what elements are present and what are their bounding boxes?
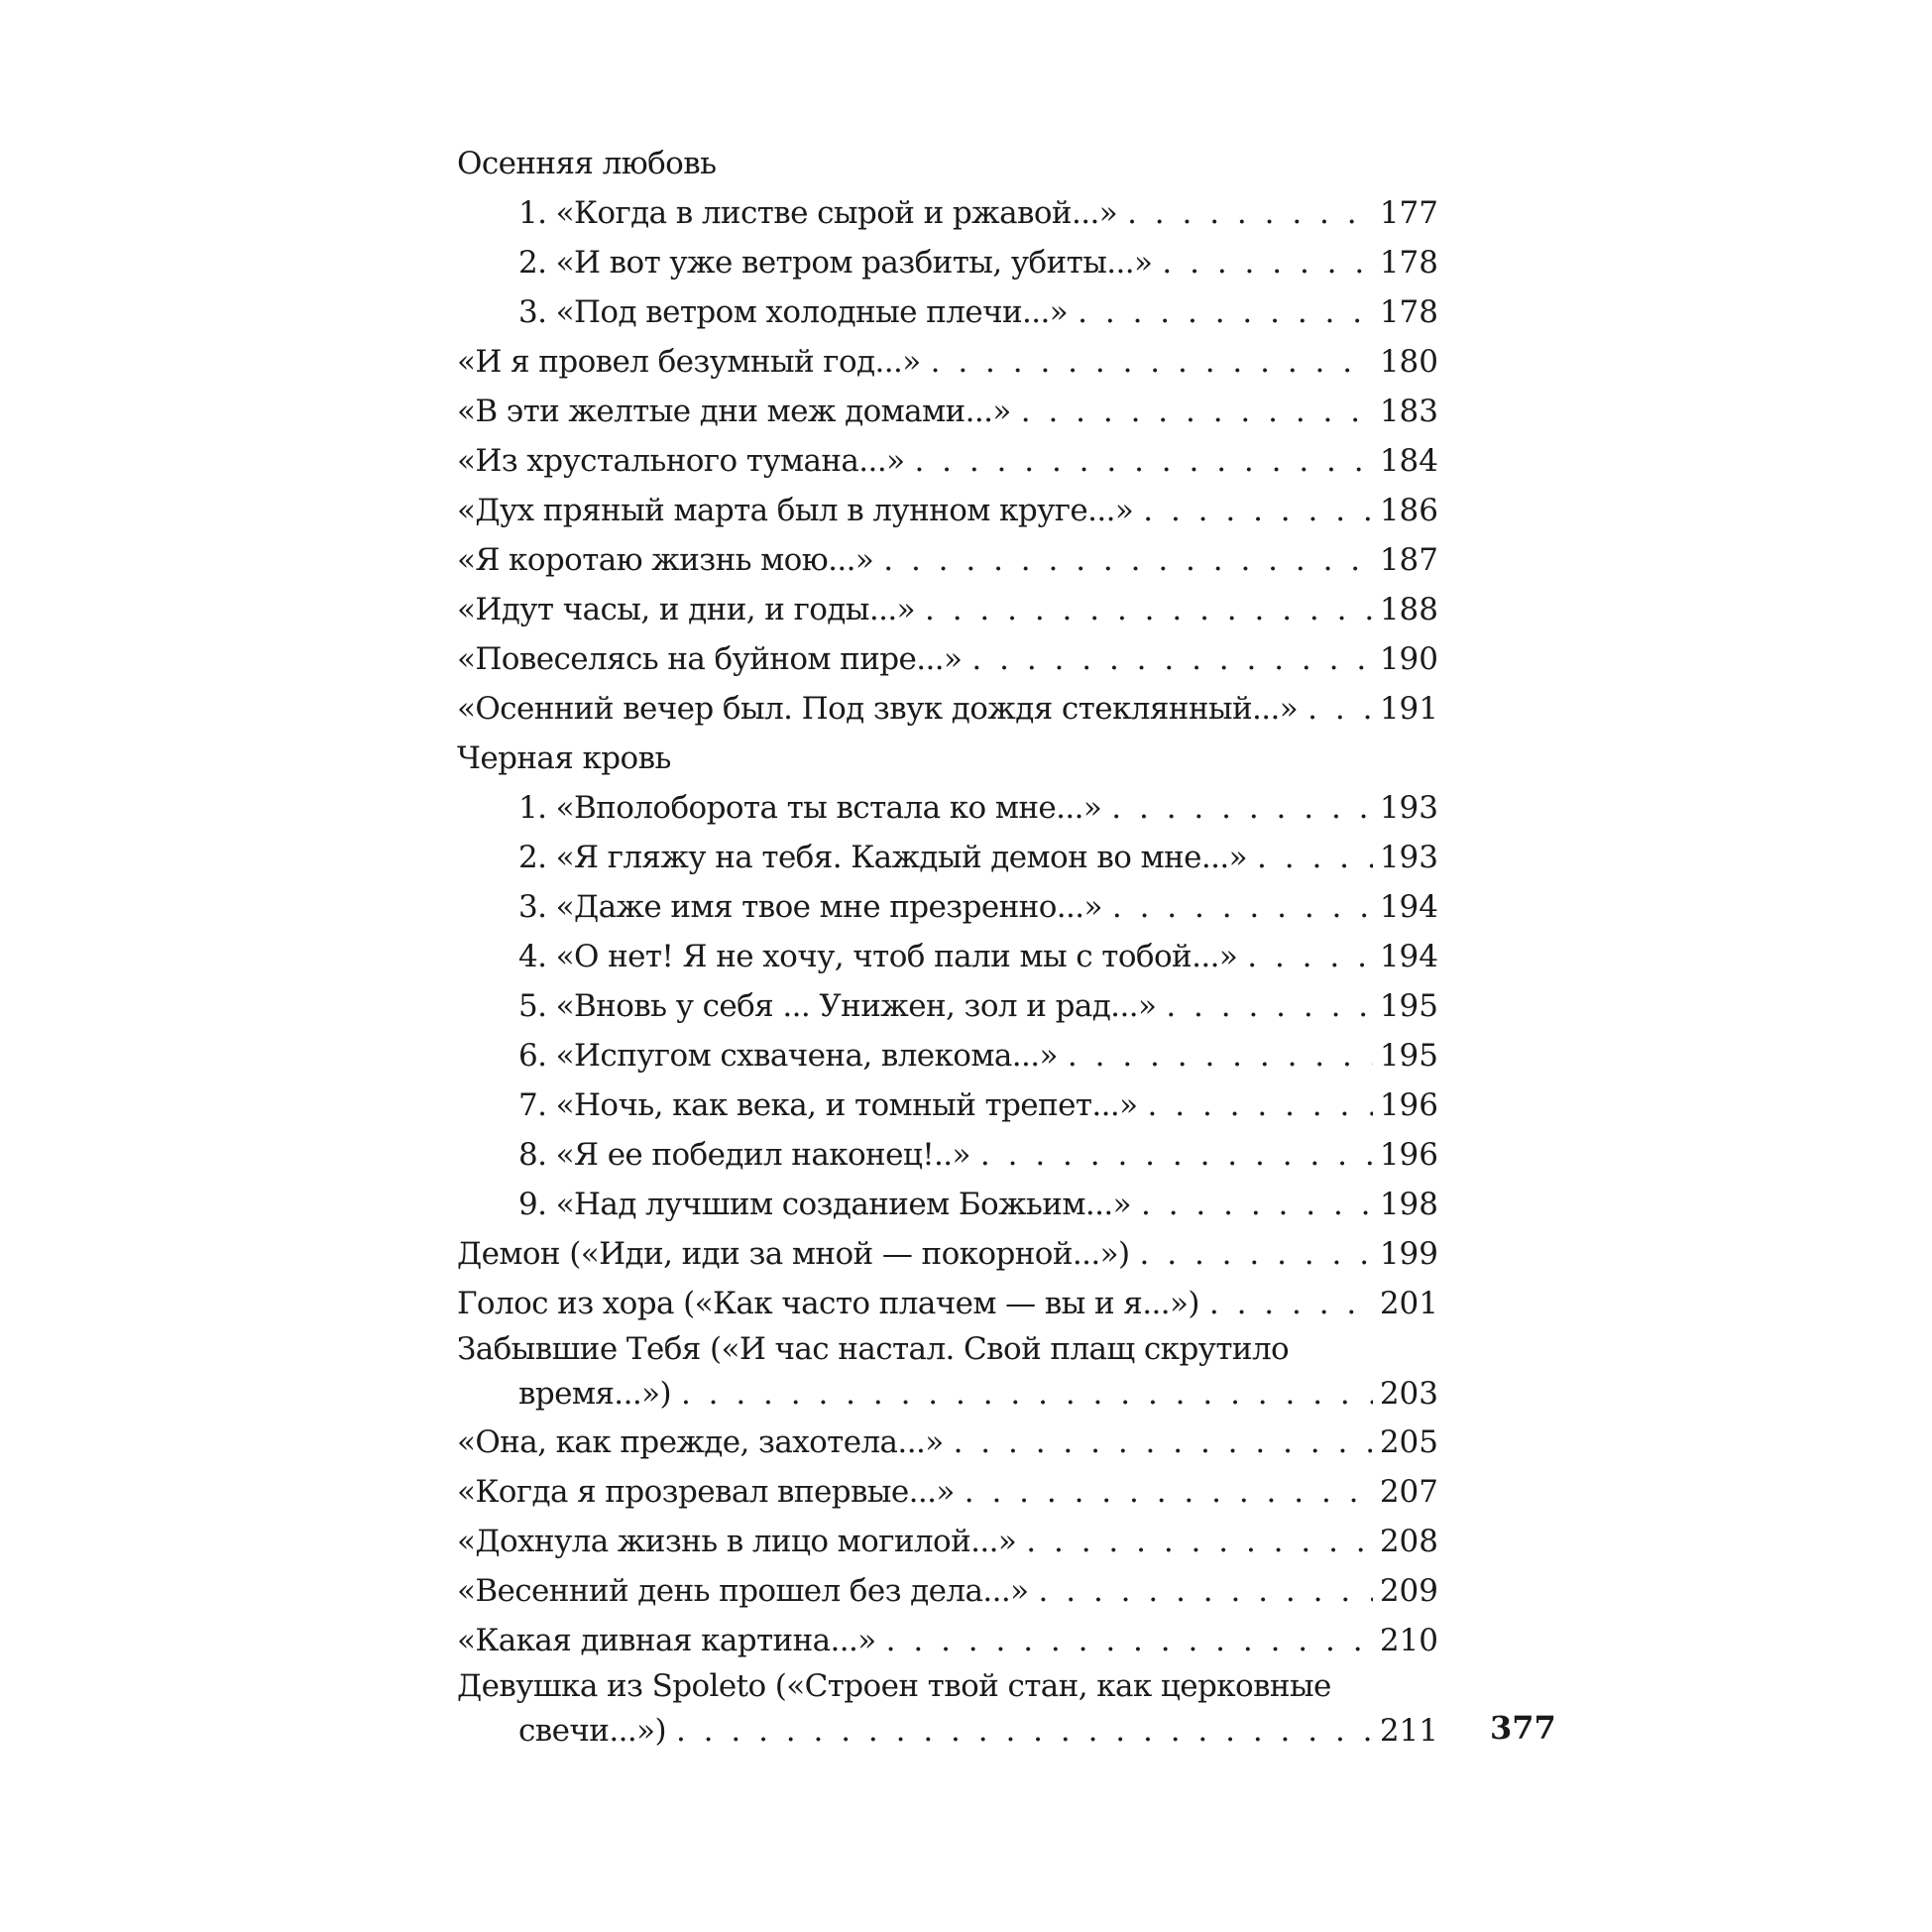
toc-entry — [457, 1130, 1438, 1180]
toc-entry — [457, 238, 1438, 287]
dot-leader — [1162, 238, 1373, 287]
toc-entry-page: 178 — [1379, 245, 1438, 281]
toc-section-heading — [457, 734, 1438, 783]
dot-leader — [914, 436, 1373, 486]
toc-entry-title: Демон («Иди, иди за мной — покорной...») — [457, 1236, 1130, 1272]
toc-entry-page: 177 — [1379, 195, 1438, 231]
toc-entry-title: 1. «Когда в листве сырой и ржавой...» — [518, 195, 1118, 231]
dot-leader — [886, 1616, 1373, 1665]
toc-entry-title: «Какая дивная картина...» — [457, 1623, 876, 1658]
toc-entry-title: «Из хрустального тумана...» — [457, 443, 905, 479]
dot-leader — [1257, 833, 1373, 882]
toc-entry-title: 2. «И вот уже ветром разбиты, убиты...» — [518, 245, 1153, 281]
dot-leader — [925, 585, 1373, 634]
dot-leader — [1078, 287, 1373, 337]
toc-entry-title: 6. «Испугом схвачена, влекома...» — [518, 1038, 1058, 1074]
toc-entry-title: 3. «Под ветром холодные плечи...» — [518, 294, 1069, 330]
toc-entry-page: 178 — [1379, 294, 1438, 330]
toc-entry — [457, 188, 1438, 238]
dot-leader — [1209, 1279, 1373, 1328]
toc-entry — [457, 1328, 1438, 1418]
toc-entry-title: «В эти желтые дни меж домами...» — [457, 394, 1011, 429]
dot-leader — [980, 1130, 1373, 1180]
toc-entry — [457, 981, 1438, 1031]
toc-entry — [457, 436, 1438, 486]
toc-entry-title: 2. «Я гляжу на тебя. Каждый демон во мне...» — [518, 840, 1248, 875]
toc-entry-title: Голос из хора («Как часто плачем — вы и я...») — [457, 1286, 1199, 1321]
dot-leader — [1307, 684, 1373, 734]
toc-entry-page: 209 — [1379, 1573, 1438, 1609]
toc-entry — [457, 387, 1438, 436]
toc-entry — [457, 287, 1438, 337]
table-of-contents — [457, 139, 1438, 1755]
dot-leader — [1148, 1080, 1373, 1130]
toc-entry — [457, 1418, 1438, 1467]
toc-entry-page: 180 — [1379, 344, 1438, 380]
toc-entry-title: «Я коротаю жизнь мою...» — [457, 542, 874, 578]
dot-leader — [1143, 486, 1373, 535]
toc-entry-title: 5. «Вновь у себя ... Унижен, зол и рад...» — [518, 988, 1157, 1024]
dot-leader — [1021, 387, 1373, 436]
toc-entry — [457, 783, 1438, 833]
toc-entry-title: «Осенний вечер был. Под звук дождя стеклянный...» — [457, 691, 1299, 727]
toc-entry — [457, 882, 1438, 932]
toc-entry — [457, 1517, 1438, 1566]
toc-entry-page: 193 — [1379, 790, 1438, 826]
dot-leader — [883, 535, 1373, 585]
toc-entry-page: 210 — [1379, 1623, 1438, 1658]
toc-entry-title: «Дух пряный марта был в лунном круге...» — [457, 493, 1134, 528]
toc-entry-title: «Идут часы, и дни, и годы...» — [457, 592, 915, 627]
toc-entry — [457, 1616, 1438, 1665]
toc-entry — [457, 1279, 1438, 1328]
toc-entry-page: 184 — [1379, 443, 1438, 479]
toc-entry-title: 3. «Даже имя твое мне презренно...» — [518, 889, 1102, 925]
toc-entry-continuation — [457, 1707, 1438, 1755]
toc-entry-title-continued: свечи...») — [518, 1713, 666, 1749]
toc-entry-page: 191 — [1379, 691, 1438, 727]
toc-entry-page: 211 — [1379, 1713, 1438, 1749]
dot-leader — [1111, 783, 1373, 833]
toc-entry — [457, 833, 1438, 882]
toc-entry-title: «Когда я прозревал впервые...» — [457, 1474, 955, 1510]
toc-entry — [457, 585, 1438, 634]
toc-entry — [457, 486, 1438, 535]
toc-entry-title: 4. «О нет! Я не хочу, чтоб пали мы с тобой...» — [518, 939, 1238, 974]
toc-entry-title: Девушка из Spoleto («Строен твой стан, как церковные — [457, 1668, 1331, 1704]
dot-leader — [954, 1418, 1373, 1467]
toc-entry-page: 196 — [1379, 1137, 1438, 1173]
toc-section-heading — [457, 139, 1438, 188]
dot-leader — [676, 1707, 1373, 1755]
toc-entry — [457, 1566, 1438, 1616]
toc-entry — [457, 337, 1438, 387]
toc-entry-continuation — [457, 1370, 1438, 1418]
dot-leader — [1141, 1180, 1373, 1229]
toc-entry-page: 194 — [1379, 939, 1438, 974]
toc-entry-page: 207 — [1379, 1474, 1438, 1510]
toc-entry-page: 183 — [1379, 394, 1438, 429]
dot-leader — [681, 1370, 1373, 1418]
dot-leader — [971, 634, 1373, 684]
toc-entry-title: Черная кровь — [457, 740, 671, 776]
toc-entry-title: 8. «Я ее победил наконец!..» — [518, 1137, 970, 1173]
toc-entry-title: «Она, как прежде, захотела...» — [457, 1424, 944, 1460]
toc-entry-title: 7. «Ночь, как века, и томный трепет...» — [518, 1087, 1138, 1123]
toc-entry-title: Осенняя любовь — [457, 146, 717, 181]
toc-entry-page: 198 — [1379, 1187, 1438, 1222]
page-number: 377 — [1490, 1709, 1556, 1747]
toc-entry-page: 186 — [1379, 493, 1438, 528]
dot-leader — [1026, 1517, 1373, 1566]
toc-entry-title: «И я провел безумный год...» — [457, 344, 921, 380]
toc-entry-page: 199 — [1379, 1236, 1438, 1272]
toc-entry-page: 205 — [1379, 1424, 1438, 1460]
toc-entry-page: 196 — [1379, 1087, 1438, 1123]
toc-entry-title: «Дохнула жизнь в лицо могилой...» — [457, 1524, 1017, 1559]
dot-leader — [1127, 188, 1373, 238]
toc-entry-page: 195 — [1379, 1038, 1438, 1074]
toc-entry-page: 195 — [1379, 988, 1438, 1024]
dot-leader — [1247, 932, 1373, 981]
toc-entry — [457, 1080, 1438, 1130]
dot-leader — [1068, 1031, 1373, 1080]
toc-entry-title: Забывшие Тебя («И час настал. Свой плащ скрутило — [457, 1331, 1290, 1367]
toc-entry — [457, 684, 1438, 734]
toc-entry-title: «Повеселясь на буйном пире...» — [457, 641, 963, 677]
toc-entry — [457, 1665, 1438, 1755]
toc-entry-page: 203 — [1379, 1376, 1438, 1412]
toc-entry — [457, 1031, 1438, 1080]
dot-leader — [965, 1467, 1373, 1517]
toc-entry — [457, 634, 1438, 684]
dot-leader — [1140, 1229, 1373, 1279]
toc-entry-page: 194 — [1379, 889, 1438, 925]
dot-leader — [1112, 882, 1373, 932]
toc-entry-page: 193 — [1379, 840, 1438, 875]
toc-entry-page: 201 — [1379, 1286, 1438, 1321]
toc-entry-page: 188 — [1379, 592, 1438, 627]
toc-entry-page: 208 — [1379, 1524, 1438, 1559]
toc-entry — [457, 1467, 1438, 1517]
toc-entry — [457, 1229, 1438, 1279]
toc-entry-title: 9. «Над лучшим созданием Божьим...» — [518, 1187, 1132, 1222]
toc-entry-title: 1. «Вполоборота ты встала ко мне...» — [518, 790, 1102, 826]
dot-leader — [1166, 981, 1373, 1031]
toc-entry-title-continued: время...») — [518, 1376, 671, 1412]
toc-entry — [457, 932, 1438, 981]
toc-entry-title: «Весенний день прошел без дела...» — [457, 1573, 1029, 1609]
dot-leader — [1039, 1566, 1373, 1616]
toc-entry-page: 187 — [1379, 542, 1438, 578]
toc-entry-page: 190 — [1379, 641, 1438, 677]
dot-leader — [931, 337, 1373, 387]
toc-entry — [457, 1180, 1438, 1229]
toc-entry — [457, 535, 1438, 585]
